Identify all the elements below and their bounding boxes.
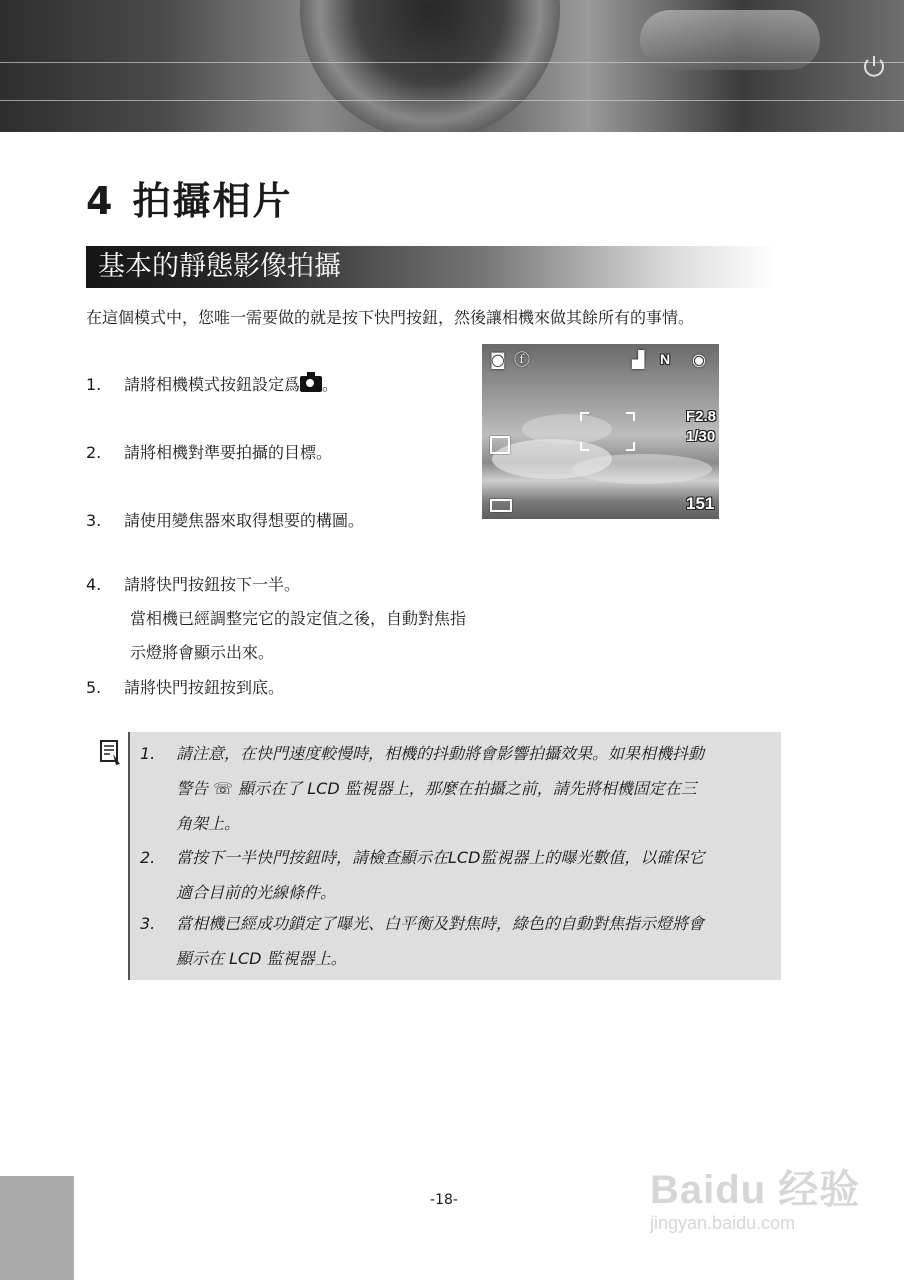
note-number: 3. <box>140 914 156 933</box>
watermark-logo: Baidu 经验 <box>650 1168 861 1212</box>
camera-mode-icon: ◙ <box>490 350 506 369</box>
watermark-url: jingyan.baidu.com <box>650 1213 796 1233</box>
page-number: -18- <box>430 1192 458 1208</box>
af-frame-corner <box>626 412 635 421</box>
chapter-number: 4 <box>86 179 115 223</box>
step-4-detail: 當相機已經調整完它的設定值之後，自動對焦指 <box>130 609 467 628</box>
step-text-end: 。 <box>322 375 339 394</box>
step-number: 2. <box>86 443 102 462</box>
step-text: 請將快門按鈕按下一半。 <box>124 575 301 594</box>
power-icon <box>860 52 888 80</box>
metering-icon <box>490 436 510 454</box>
section-header-bar <box>86 246 776 288</box>
af-frame-corner <box>626 442 635 451</box>
note-line: 角架上。 <box>176 814 241 833</box>
cloud-graphic <box>572 454 712 484</box>
step-1 <box>86 372 338 395</box>
step-text: 請使用變焦器來取得想要的構圖。 <box>124 511 365 530</box>
flash-auto-icon: ⓕ <box>514 350 531 369</box>
header-rule <box>0 100 904 101</box>
notes-box <box>128 732 781 980</box>
af-frame-corner <box>580 442 589 451</box>
step-4 <box>86 572 300 595</box>
step-number: 5. <box>86 678 102 697</box>
watermark <box>650 1158 900 1248</box>
note-item-1 <box>140 736 770 841</box>
camera-grip-graphic <box>640 10 820 70</box>
cloud-graphic <box>522 414 612 444</box>
step-number: 4. <box>86 575 102 594</box>
note-line: 請注意，在快門速度較慢時，相機的抖動將會影響拍攝效果。如果相機抖動 <box>176 744 705 763</box>
note-number: 1. <box>140 744 156 763</box>
note-icon <box>100 740 122 766</box>
camera-lens-graphic <box>300 0 560 132</box>
chapter-title-text: 拍攝相片 <box>132 179 293 223</box>
step-text: 請將快門按鈕按到底。 <box>124 678 285 697</box>
page-corner-tab <box>0 1176 74 1280</box>
step-3 <box>86 508 364 531</box>
step-text: 請將相機模式按鈕設定爲 <box>124 375 301 394</box>
camera-mode-icon <box>300 376 322 392</box>
shots-remaining: 151 <box>686 494 715 513</box>
note-line: 當相機已經成功鎖定了曝光、白平衡及對焦時，綠色的自動對焦指示燈將會 <box>176 914 705 933</box>
step-4-detail: 示燈將會顯示出來。 <box>130 643 275 662</box>
note-line: 顯示在 LCD 監視器上。 <box>176 949 347 968</box>
note-item-2 <box>140 840 770 910</box>
note-line: 警告 ☏ 顯示在了 LCD 監視器上，那麼在拍攝之前，請先將相機固定在三 <box>176 779 697 798</box>
step-number: 3. <box>86 511 102 530</box>
header-rule <box>0 62 904 63</box>
note-line: 當按下一半快門按鈕時，請檢查顯示在LCD監視器上的曝光數值，以確保它 <box>176 848 705 867</box>
chapter-title <box>86 170 292 225</box>
step-number: 1. <box>86 375 102 394</box>
header-banner <box>0 0 904 132</box>
note-number: 2. <box>140 848 156 867</box>
section-title: 基本的靜態影像拍攝 <box>98 251 341 282</box>
image-size-icon: ▟ <box>632 350 645 369</box>
battery-icon <box>490 499 512 512</box>
af-frame-corner <box>580 412 589 421</box>
step-2 <box>86 440 332 463</box>
intro-paragraph: 在這個模式中，您唯一需要做的就是按下快門按鈕，然後讓相機來做其餘所有的事情。 <box>86 308 695 327</box>
step-5 <box>86 675 284 698</box>
lcd-preview-image <box>482 344 719 519</box>
shutter-speed-value: 1/30 <box>686 428 716 445</box>
note-line: 適合目前的光線條件。 <box>176 883 337 902</box>
white-balance-icon: ◉ <box>692 350 706 369</box>
aperture-value: F2.8 <box>686 408 717 425</box>
quality-indicator: N <box>660 351 671 367</box>
step-text: 請將相機對準要拍攝的目標。 <box>124 443 333 462</box>
note-item-3 <box>140 906 770 976</box>
